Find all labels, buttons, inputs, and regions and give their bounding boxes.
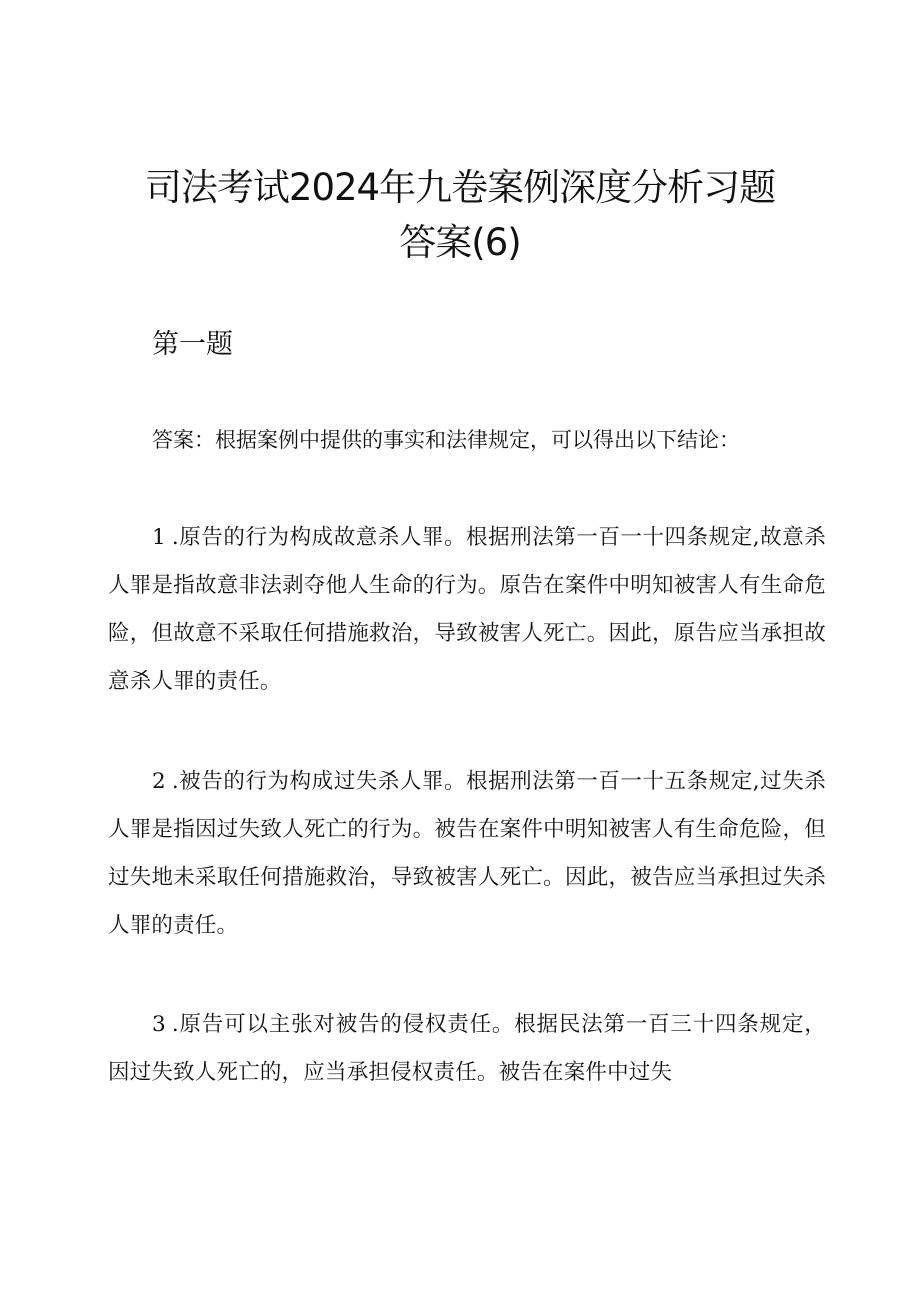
paragraph-text: .被告的行为构成过失杀人罪。根据刑法第一百一十五条规定,过失杀人罪是指因过失致人死亡的行为。被告在案件中明知被害人有生命危险，但过失地未采取任何措施救治，导致被害人死亡。因此，被告应当承担过失杀人罪的责任。 xyxy=(108,769,826,938)
answer-paragraph-3 xyxy=(108,1001,826,1097)
answer-intro: 答案：根据案例中提供的事实和法律规定，可以得出以下结论： xyxy=(152,428,740,452)
answer-paragraph-2 xyxy=(108,758,826,950)
paragraph-number: 3 xyxy=(152,1012,166,1037)
paragraph-number: 1 xyxy=(152,525,166,550)
paragraph-text: .原告的行为构成故意杀人罪。根据刑法第一百一十四条规定,故意杀人罪是指故意非法剥夺他人生命的行为。原告在案件中明知被害人有生命危险，但故意不采取任何措施救治，导致被害人死亡。因此，原告应当承担故意杀人罪的责任。 xyxy=(108,525,826,694)
paragraph-text: .原告可以主张对被告的侵权责任。根据民法第一百三十四条规定，因过失致人死亡的，应当承担侵权责任。被告在案件中过失 xyxy=(108,1012,826,1085)
document-title-line-2: 答案(6) xyxy=(399,221,521,264)
question-heading: 第一题 xyxy=(152,329,233,360)
document-title-line-1: 司法考试2024年九卷案例深度分析习题 xyxy=(144,166,776,209)
paragraph-number: 2 xyxy=(152,769,166,794)
answer-paragraph-1 xyxy=(108,514,826,706)
